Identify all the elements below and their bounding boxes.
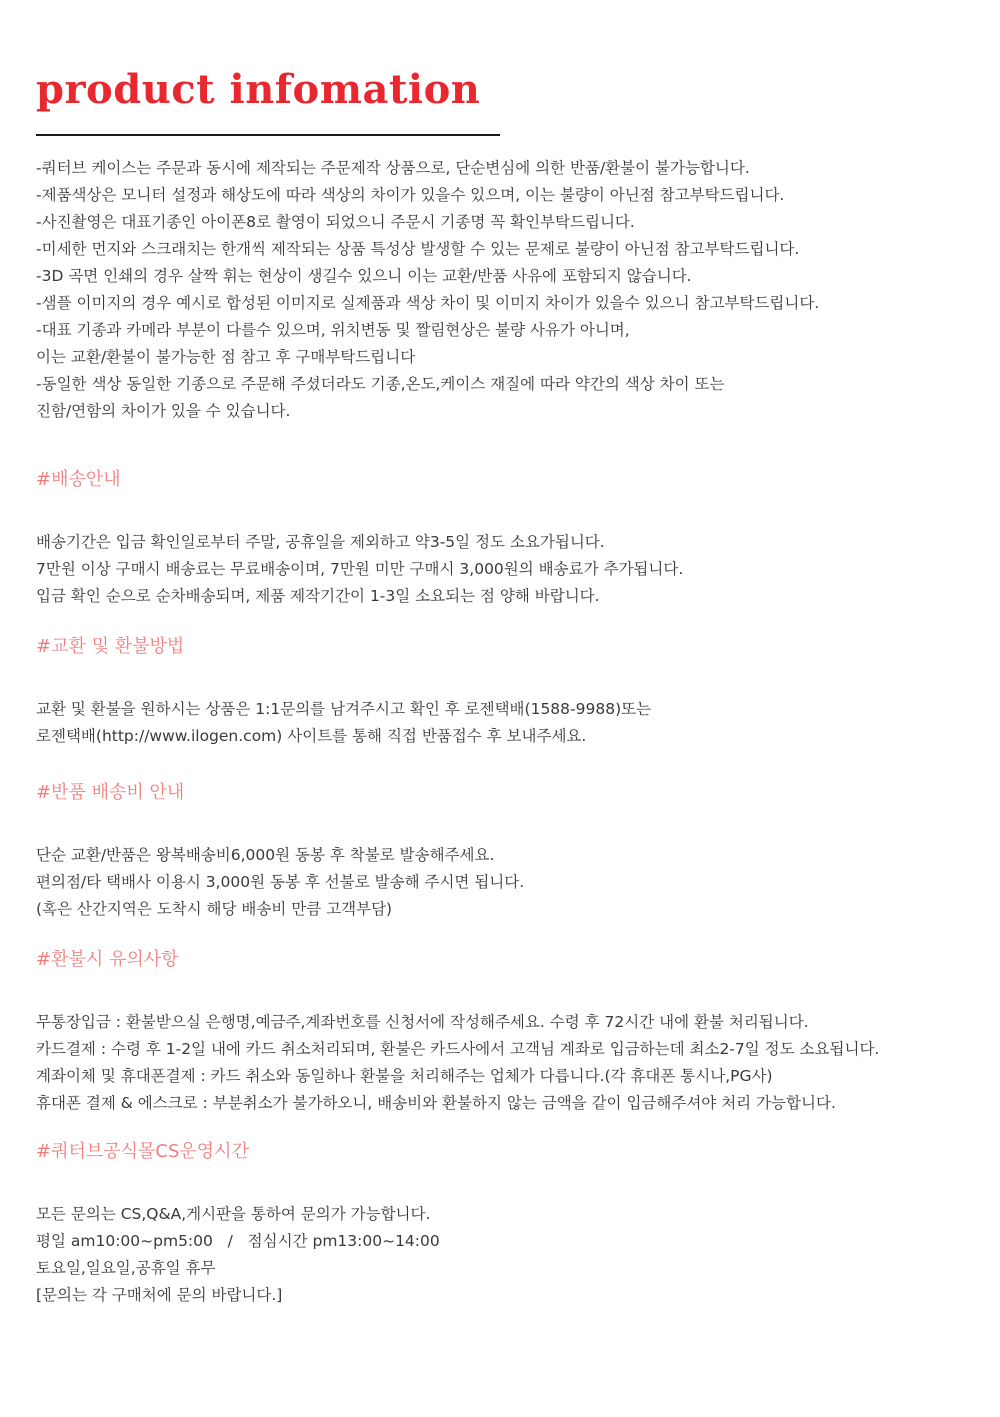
- notice-section: [36, 155, 976, 425]
- refund-line: 휴대폰 결제 & 에스크로 : 부분취소가 불가하오니, 배송비와 환불하지 않는 금액을 같이 입금해주셔야 처리 가능합니다.: [36, 1094, 836, 1112]
- cs-hours-line: 토요일,일요일,공휴일 휴무: [36, 1259, 216, 1277]
- return-fee-line: 편의점/타 택배사 이용시 3,000원 동봉 후 선불로 발송해 주시면 됩니다.: [36, 873, 525, 891]
- exchange-section: [36, 634, 976, 750]
- notice-line: -3D 곡면 인쇄의 경우 살짝 휘는 현상이 생길수 있으니 이는 교환/반품 사유에 포함되지 않습니다.: [36, 267, 692, 285]
- notice-line: -쿼터브 케이스는 주문과 동시에 제작되는 주문제작 상품으로, 단순변심에 의한 반품/환불이 불가능합니다.: [36, 159, 750, 177]
- cs-hours-section: [36, 1139, 976, 1309]
- exchange-list: [36, 696, 976, 750]
- notice-line: -제품색상은 모니터 설정과 해상도에 따라 색상의 차이가 있을수 있으며, 이는 불량이 아닌점 참고부탁드립니다.: [36, 186, 785, 204]
- cs-hours-line: [문의는 각 구매처에 문의 바랍니다.]: [36, 1286, 283, 1304]
- refund-list: [36, 1009, 976, 1117]
- shipping-section: [36, 467, 976, 610]
- cs-hours-list: [36, 1201, 976, 1309]
- shipping-heading: #배송안내: [36, 469, 121, 490]
- cs-hours-heading: #쿼터브공식몰CS운영시간: [36, 1141, 249, 1162]
- refund-heading: #환불시 유의사항: [36, 949, 179, 970]
- exchange-line: 로젠택배(http://www.ilogen.com) 사이트를 통해 직접 반품접수 후 보내주세요.: [36, 727, 587, 745]
- title-divider: [36, 134, 500, 136]
- shipping-line: 7만원 이상 구매시 배송료는 무료배송이며, 7만원 미만 구매시 3,000원의 배송료가 추가됩니다.: [36, 560, 684, 578]
- notice-line: -대표 기종과 카메라 부분이 다를수 있으며, 위치변동 및 짤림현상은 불량 사유가 아니며,: [36, 321, 630, 339]
- shipping-line: 입금 확인 순으로 순차배송되며, 제품 제작기간이 1-3일 소요되는 점 양해 바랍니다.: [36, 587, 600, 605]
- notice-line: -동일한 색상 동일한 기종으로 주문해 주셨더라도 기종,온도,케이스 재질에 따라 약간의 색상 차이 또는: [36, 375, 725, 393]
- refund-section: [36, 947, 976, 1117]
- return-fee-heading: #반품 배송비 안내: [36, 782, 185, 803]
- notice-line: 진함/연함의 차이가 있을 수 있습니다.: [36, 402, 291, 420]
- notice-line: -사진촬영은 대표기종인 아이폰8로 촬영이 되었으니 주문시 기종명 꼭 확인부탁드립니다.: [36, 213, 635, 231]
- return-fee-section: [36, 780, 976, 923]
- notice-line: -미세한 먼지와 스크래치는 한개씩 제작되는 상품 특성상 발생할 수 있는 문제로 불량이 아닌점 참고부탁드립니다.: [36, 240, 800, 258]
- shipping-list: [36, 529, 976, 610]
- exchange-heading: #교환 및 환불방법: [36, 636, 185, 657]
- cs-hours-line: 모든 문의는 CS,Q&A,게시판을 통하여 문의가 가능합니다.: [36, 1205, 431, 1223]
- return-fee-line: 단순 교환/반품은 왕복배송비6,000원 동봉 후 착불로 발송해주세요.: [36, 846, 495, 864]
- return-fee-line: (혹은 산간지역은 도착시 해당 배송비 만큼 고객부담): [36, 900, 393, 918]
- notice-line: -샘플 이미지의 경우 예시로 합성된 이미지로 실제품과 색상 차이 및 이미지 차이가 있을수 있으니 참고부탁드립니다.: [36, 294, 820, 312]
- shipping-line: 배송기간은 입금 확인일로부터 주말, 공휴일을 제외하고 약3-5일 정도 소요가됩니다.: [36, 533, 605, 551]
- notice-list: [36, 155, 976, 425]
- page-title: product infomation: [36, 66, 481, 113]
- refund-line: 계좌이체 및 휴대폰결제 : 카드 취소와 동일하나 환불을 처리해주는 업체가 다릅니다.(각 휴대폰 통시나,PG사): [36, 1067, 773, 1085]
- refund-line: 카드결제 : 수령 후 1-2일 내에 카드 취소처리되며, 환불은 카드사에서 고객님 계좌로 입금하는데 최소2-7일 정도 소요됩니다.: [36, 1040, 880, 1058]
- return-fee-list: [36, 842, 976, 923]
- refund-line: 무통장입금 : 환불받으실 은행명,예금주,계좌번호를 신청서에 작성해주세요. 수령 후 72시간 내에 환불 처리됩니다.: [36, 1013, 809, 1031]
- notice-line: 이는 교환/환불이 불가능한 점 참고 후 구매부탁드립니다: [36, 348, 416, 366]
- cs-hours-line: 평일 am10:00~pm5:00 / 점심시간 pm13:00~14:00: [36, 1232, 440, 1250]
- exchange-line: 교환 및 환불을 원하시는 상품은 1:1문의를 남겨주시고 확인 후 로젠택배(1588-9988)또는: [36, 700, 652, 718]
